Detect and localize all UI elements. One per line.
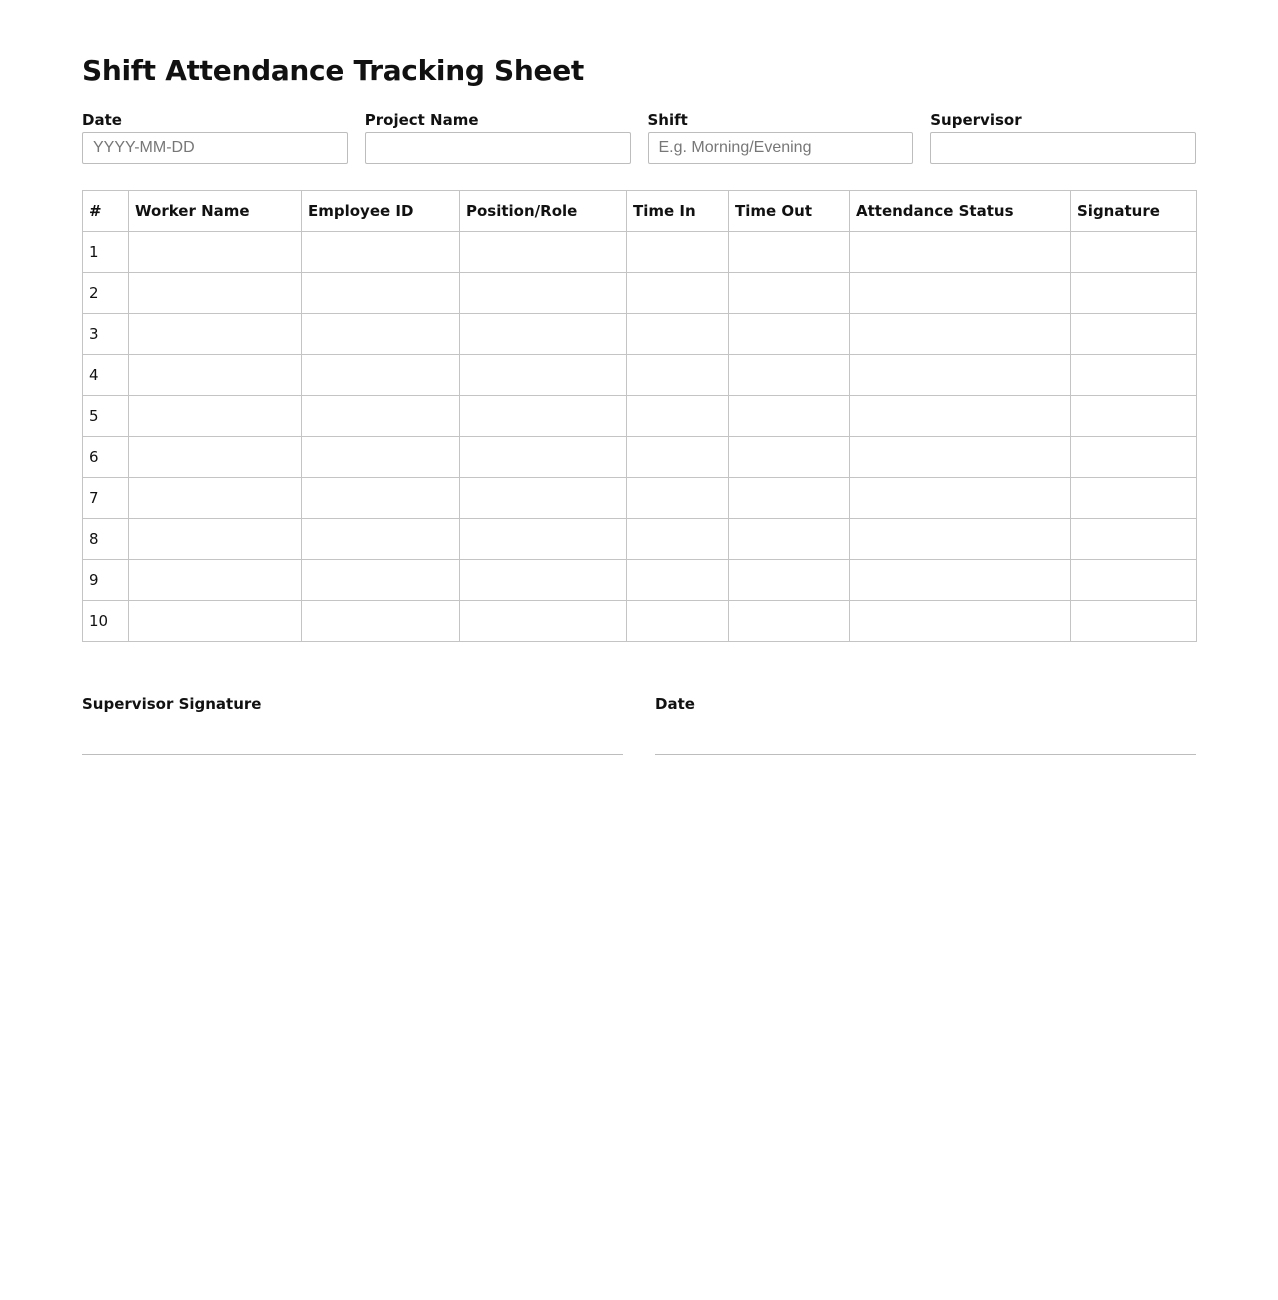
time-in-cell[interactable] (627, 519, 729, 560)
worker-name-cell[interactable] (129, 232, 302, 273)
signature-cell[interactable] (1071, 355, 1197, 396)
table-row (83, 601, 1197, 642)
attendance-status-cell[interactable] (850, 273, 1071, 314)
table-row (83, 519, 1197, 560)
time-out-cell[interactable] (729, 478, 850, 519)
signature-cell[interactable] (1071, 396, 1197, 437)
table-header (83, 191, 1197, 232)
table-row (83, 396, 1197, 437)
worker-name-cell[interactable] (129, 355, 302, 396)
signature-date-label: Date (655, 695, 695, 713)
table-row (83, 478, 1197, 519)
shift-field-group (648, 110, 914, 164)
supervisor-signature-line[interactable] (82, 754, 623, 755)
time-out-cell[interactable] (729, 437, 850, 478)
column-header-employee-id: Employee ID (302, 191, 460, 232)
table-row (83, 314, 1197, 355)
header-fields (82, 110, 1196, 164)
signature-cell[interactable] (1071, 273, 1197, 314)
time-out-cell[interactable] (729, 519, 850, 560)
supervisor-field-group (930, 110, 1196, 164)
shift-input[interactable] (648, 132, 914, 164)
row-number-cell: 1 (83, 232, 129, 273)
table-row (83, 273, 1197, 314)
row-number-cell: 9 (83, 560, 129, 601)
time-in-cell[interactable] (627, 396, 729, 437)
row-number-cell: 4 (83, 355, 129, 396)
table-row (83, 355, 1197, 396)
project-name-field-group (365, 110, 631, 164)
supervisor-input[interactable] (930, 132, 1196, 164)
attendance-status-cell[interactable] (850, 314, 1071, 355)
attendance-status-cell[interactable] (850, 437, 1071, 478)
time-out-cell[interactable] (729, 601, 850, 642)
time-out-cell[interactable] (729, 273, 850, 314)
project-name-label: Project Name (364, 111, 479, 129)
worker-name-cell[interactable] (129, 437, 302, 478)
worker-name-cell[interactable] (129, 601, 302, 642)
attendance-table (82, 190, 1197, 642)
supervisor-signature-block (82, 694, 623, 755)
position-role-cell[interactable] (460, 232, 627, 273)
signature-section (82, 694, 1196, 755)
column-header-position-role: Position/Role (460, 191, 627, 232)
worker-name-cell[interactable] (129, 519, 302, 560)
employee-id-cell[interactable] (302, 355, 460, 396)
signature-cell[interactable] (1071, 478, 1197, 519)
position-role-cell[interactable] (460, 396, 627, 437)
employee-id-cell[interactable] (302, 601, 460, 642)
page-title: Shift Attendance Tracking Sheet (82, 54, 585, 87)
time-in-cell[interactable] (627, 437, 729, 478)
time-in-cell[interactable] (627, 314, 729, 355)
column-header-attendance-status: Attendance Status (850, 191, 1071, 232)
table-row (83, 560, 1197, 601)
column-header-time-out: Time Out (729, 191, 850, 232)
time-out-cell[interactable] (729, 232, 850, 273)
time-out-cell[interactable] (729, 396, 850, 437)
signature-cell[interactable] (1071, 519, 1197, 560)
attendance-status-cell[interactable] (850, 601, 1071, 642)
row-number-cell: 10 (83, 601, 129, 642)
header-row (83, 191, 1197, 232)
time-in-cell[interactable] (627, 232, 729, 273)
time-out-cell[interactable] (729, 314, 850, 355)
position-role-cell[interactable] (460, 314, 627, 355)
time-in-cell[interactable] (627, 601, 729, 642)
signature-cell[interactable] (1071, 314, 1197, 355)
attendance-status-cell[interactable] (850, 560, 1071, 601)
row-number-cell: 5 (83, 396, 129, 437)
column-header-worker-name: Worker Name (129, 191, 302, 232)
attendance-status-cell[interactable] (850, 478, 1071, 519)
table-row (83, 437, 1197, 478)
date-input[interactable] (82, 132, 348, 164)
row-number-cell: 7 (83, 478, 129, 519)
position-role-cell[interactable] (460, 560, 627, 601)
signature-date-line[interactable] (655, 754, 1196, 755)
worker-name-cell[interactable] (129, 560, 302, 601)
time-in-cell[interactable] (627, 478, 729, 519)
position-role-cell[interactable] (460, 478, 627, 519)
date-label: Date (82, 111, 122, 129)
attendance-status-cell[interactable] (850, 355, 1071, 396)
position-role-cell[interactable] (460, 519, 627, 560)
row-number-cell: 8 (83, 519, 129, 560)
attendance-status-cell[interactable] (850, 519, 1071, 560)
employee-id-cell[interactable] (302, 314, 460, 355)
signature-cell[interactable] (1071, 601, 1197, 642)
supervisor-signature-label: Supervisor Signature (82, 695, 262, 713)
attendance-status-cell[interactable] (850, 232, 1071, 273)
column-header-number: # (83, 191, 129, 232)
position-role-cell[interactable] (460, 273, 627, 314)
employee-id-cell[interactable] (302, 519, 460, 560)
worker-name-cell[interactable] (129, 396, 302, 437)
worker-name-cell[interactable] (129, 273, 302, 314)
time-in-cell[interactable] (627, 273, 729, 314)
worker-name-cell[interactable] (129, 478, 302, 519)
position-role-cell[interactable] (460, 601, 627, 642)
time-in-cell[interactable] (627, 560, 729, 601)
attendance-status-cell[interactable] (850, 396, 1071, 437)
employee-id-cell[interactable] (302, 437, 460, 478)
date-field-group (82, 110, 348, 164)
employee-id-cell[interactable] (302, 232, 460, 273)
employee-id-cell[interactable] (302, 560, 460, 601)
shift-label: Shift (647, 111, 688, 129)
column-header-signature: Signature (1071, 191, 1197, 232)
table-body (83, 232, 1197, 642)
time-out-cell[interactable] (729, 355, 850, 396)
position-role-cell[interactable] (460, 437, 627, 478)
employee-id-cell[interactable] (302, 396, 460, 437)
project-name-input[interactable] (365, 132, 631, 164)
signature-cell[interactable] (1071, 437, 1197, 478)
signature-cell[interactable] (1071, 560, 1197, 601)
signature-cell[interactable] (1071, 232, 1197, 273)
worker-name-cell[interactable] (129, 314, 302, 355)
employee-id-cell[interactable] (302, 273, 460, 314)
supervisor-label: Supervisor (930, 111, 1022, 129)
employee-id-cell[interactable] (302, 478, 460, 519)
table-row (83, 232, 1197, 273)
column-header-time-in: Time In (627, 191, 729, 232)
signature-date-block (655, 694, 1196, 755)
time-out-cell[interactable] (729, 560, 850, 601)
time-in-cell[interactable] (627, 355, 729, 396)
position-role-cell[interactable] (460, 355, 627, 396)
row-number-cell: 2 (83, 273, 129, 314)
row-number-cell: 6 (83, 437, 129, 478)
row-number-cell: 3 (83, 314, 129, 355)
